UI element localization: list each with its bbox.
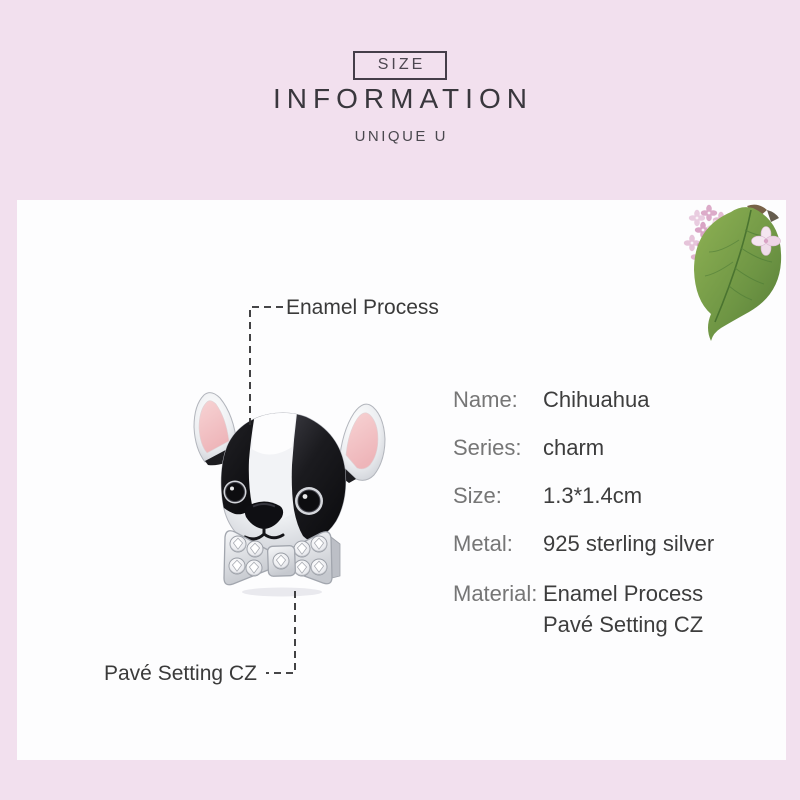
spec-label: Size:	[453, 483, 502, 508]
spec-value: charm	[543, 435, 605, 460]
spec-row-metal	[453, 531, 714, 557]
spec-label: Name:	[453, 387, 518, 412]
callout-label-enamel-process: Enamel Process	[286, 296, 439, 319]
spec-value	[543, 578, 703, 640]
spec-value: 1.3*1.4cm	[543, 483, 643, 508]
product-panel	[17, 200, 786, 760]
spec-row-material	[453, 578, 703, 640]
spec-label: Material:	[453, 581, 538, 606]
spec-label: Metal:	[453, 531, 513, 556]
spec-value: Chihuahua	[543, 387, 650, 412]
spec-value-line2: Pavé Setting CZ	[543, 612, 704, 637]
page-title: INFORMATION	[273, 83, 533, 114]
charm-shadow	[242, 588, 322, 597]
charm-left-eye	[224, 481, 247, 504]
spec-value: 925 sterling silver	[543, 531, 715, 556]
charm-right-eye	[295, 487, 323, 515]
header	[0, 0, 800, 145]
spec-value-line1: Enamel Process	[543, 581, 704, 606]
pave-callout-line	[266, 591, 295, 673]
spec-label: Series:	[453, 435, 522, 460]
brand-subtitle: UNIQUE U	[354, 128, 448, 145]
spec-row-name	[453, 387, 649, 413]
spec-row-series	[453, 435, 604, 461]
spec-row-size	[453, 483, 642, 509]
lilac-flower-leaf-decoration-icon	[661, 200, 791, 350]
size-badge: SIZE	[353, 51, 448, 80]
chihuahua-charm-photo	[190, 385, 400, 600]
callout-label-pave-setting-cz: Pavé Setting CZ	[104, 662, 257, 685]
